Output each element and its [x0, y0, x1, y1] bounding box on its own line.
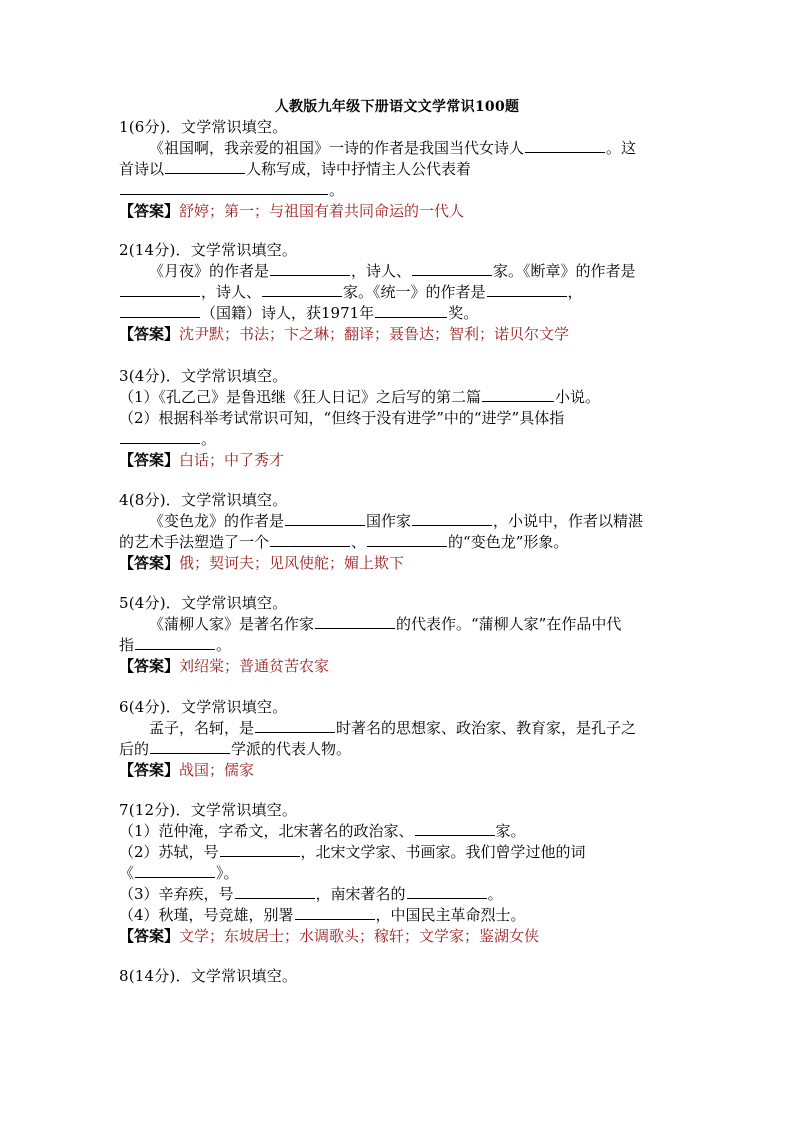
answer-blank[interactable] — [415, 821, 495, 836]
question-6 — [119, 697, 667, 781]
answer-text: 文学；东坡居士；水调歌头；稼轩；文学家；鉴湖女侠 — [179, 927, 540, 945]
question-4 — [119, 490, 667, 574]
question-heading: 1(6分)．文学常识填空。 — [119, 118, 288, 136]
question-text-line: （国籍）诗人，获1971年 奖。 — [119, 303, 667, 324]
question-text-line: 孟子，名轲，是 时著名的思想家、政治家、教育家，是孔子之 — [149, 719, 637, 737]
answer-blank[interactable] — [235, 884, 315, 899]
question-2 — [119, 240, 667, 345]
answer-label: 【答案】 — [119, 554, 180, 572]
answer-blank[interactable] — [285, 511, 365, 526]
answer-blank[interactable] — [482, 387, 554, 402]
answer-blank[interactable] — [120, 282, 200, 297]
question-heading: 6(4分)．文学常识填空。 — [119, 698, 288, 716]
question-text-line: 《蒲柳人家》是著名作家 的代表作。“蒲柳人家”在作品中代 — [149, 615, 622, 633]
answer-blank[interactable] — [120, 180, 328, 195]
answer-blank[interactable] — [315, 614, 395, 629]
answer-blank[interactable] — [407, 884, 487, 899]
document-title: 人教版九年级下册语文文学常识100题 — [274, 99, 520, 115]
question-text-line: 《 》。 — [119, 864, 239, 882]
question-text-line: 《月夜》的作者是 ，诗人、 家。《断章》的作者是 — [149, 262, 636, 280]
answer-blank[interactable] — [120, 303, 200, 318]
answer-label: 【答案】 — [119, 202, 180, 220]
answer-blank[interactable] — [135, 863, 215, 878]
answer-blank[interactable] — [165, 159, 245, 174]
question-5 — [119, 593, 667, 677]
answer-label: 【答案】 — [119, 761, 180, 779]
answer-blank[interactable] — [135, 635, 215, 650]
question-heading: 3(4分)．文学常识填空。 — [119, 367, 288, 385]
question-text-line: 《祖国啊，我亲爱的祖国》一诗的作者是我国当代女诗人 。这 — [149, 139, 637, 157]
answer-blank[interactable] — [270, 532, 350, 547]
answer-blank[interactable] — [375, 303, 447, 318]
answer-text: 战国；儒家 — [179, 761, 255, 779]
answer-line — [119, 656, 667, 677]
question-text-line: 的艺术手法塑造了一个 、 的“变色龙”形象。 — [119, 533, 569, 551]
answer-blank[interactable] — [262, 282, 342, 297]
question-7 — [119, 800, 667, 947]
answer-blank[interactable] — [295, 905, 375, 920]
answer-label: 【答案】 — [119, 451, 180, 469]
question-heading: 2(14分)．文学常识填空。 — [119, 241, 298, 259]
answer-text: 刘绍棠；普通贫苦农家 — [179, 657, 330, 675]
question-8 — [119, 966, 667, 987]
question-3 — [119, 366, 667, 471]
question-heading: 7(12分)．文学常识填空。 — [119, 801, 298, 819]
answer-blank[interactable] — [525, 138, 605, 153]
question-text-line: （2）苏轼，号 ，北宋文学家、书画家。我们曾学过他的词 — [119, 843, 586, 861]
question-heading: 8(14分)．文学常识填空。 — [119, 967, 298, 985]
question-text-line: （1）范仲淹，字希文，北宋著名的政治家、 家。 — [119, 822, 526, 840]
answer-text: 白话；中了秀才 — [179, 451, 285, 469]
question-text-line: 后的 学派的代表人物。 — [119, 740, 352, 758]
answer-blank[interactable] — [412, 261, 492, 276]
question-text-line: （4）秋瑾，号竞雄，别署 ，中国民主革命烈士。 — [119, 906, 526, 924]
answer-line — [119, 553, 667, 574]
answer-blank[interactable] — [255, 718, 335, 733]
question-text-line: （2）根据科举考试常识可知，“但终于没有进学”中的“进学”具体指 — [119, 409, 565, 427]
answer-blank[interactable] — [150, 739, 230, 754]
answer-line — [119, 324, 667, 345]
answer-line — [119, 450, 667, 471]
question-text-line: 《变色龙》的作者是 国作家 ，小说中，作者以精湛 — [149, 512, 644, 530]
answer-blank[interactable] — [120, 429, 200, 444]
answer-label: 【答案】 — [119, 927, 180, 945]
question-text-line: （3）辛弃疾，号 ，南宋著名的 。 — [119, 885, 503, 903]
answer-label: 【答案】 — [119, 325, 180, 343]
question-1 — [119, 117, 667, 222]
answer-text: 俄；契诃夫；见风使舵；媚上欺下 — [179, 554, 405, 572]
question-text-line: （1）《孔乙己》是鲁迅继《狂人日记》之后写的第二篇 小说。 — [119, 388, 601, 406]
question-text-line: 指 。 — [119, 636, 232, 654]
question-heading: 5(4分)．文学常识填空。 — [119, 594, 288, 612]
question-text-line: 首诗以 人称写成，诗中抒情主人公代表着 — [119, 160, 472, 178]
answer-blank[interactable] — [487, 282, 567, 297]
question-text-line: ，诗人、 家。《统一》的作者是 ， — [119, 282, 667, 303]
question-text-line: 。 — [119, 429, 667, 450]
answer-blank[interactable] — [412, 511, 492, 526]
answer-blank[interactable] — [270, 261, 350, 276]
question-text-line: 。 — [119, 180, 667, 201]
answer-line — [119, 926, 667, 947]
answer-label: 【答案】 — [119, 657, 180, 675]
answer-line — [119, 760, 667, 781]
answer-blank[interactable] — [220, 842, 300, 857]
answer-line — [119, 201, 667, 222]
answer-text: 舒婷；第一；与祖国有着共同命运的一代人 — [179, 202, 465, 220]
answer-blank[interactable] — [367, 532, 447, 547]
answer-text: 沈尹默；书法；卞之琳；翻译；聂鲁达；智利；诺贝尔文学 — [179, 325, 570, 343]
question-heading: 4(8分)．文学常识填空。 — [119, 491, 288, 509]
